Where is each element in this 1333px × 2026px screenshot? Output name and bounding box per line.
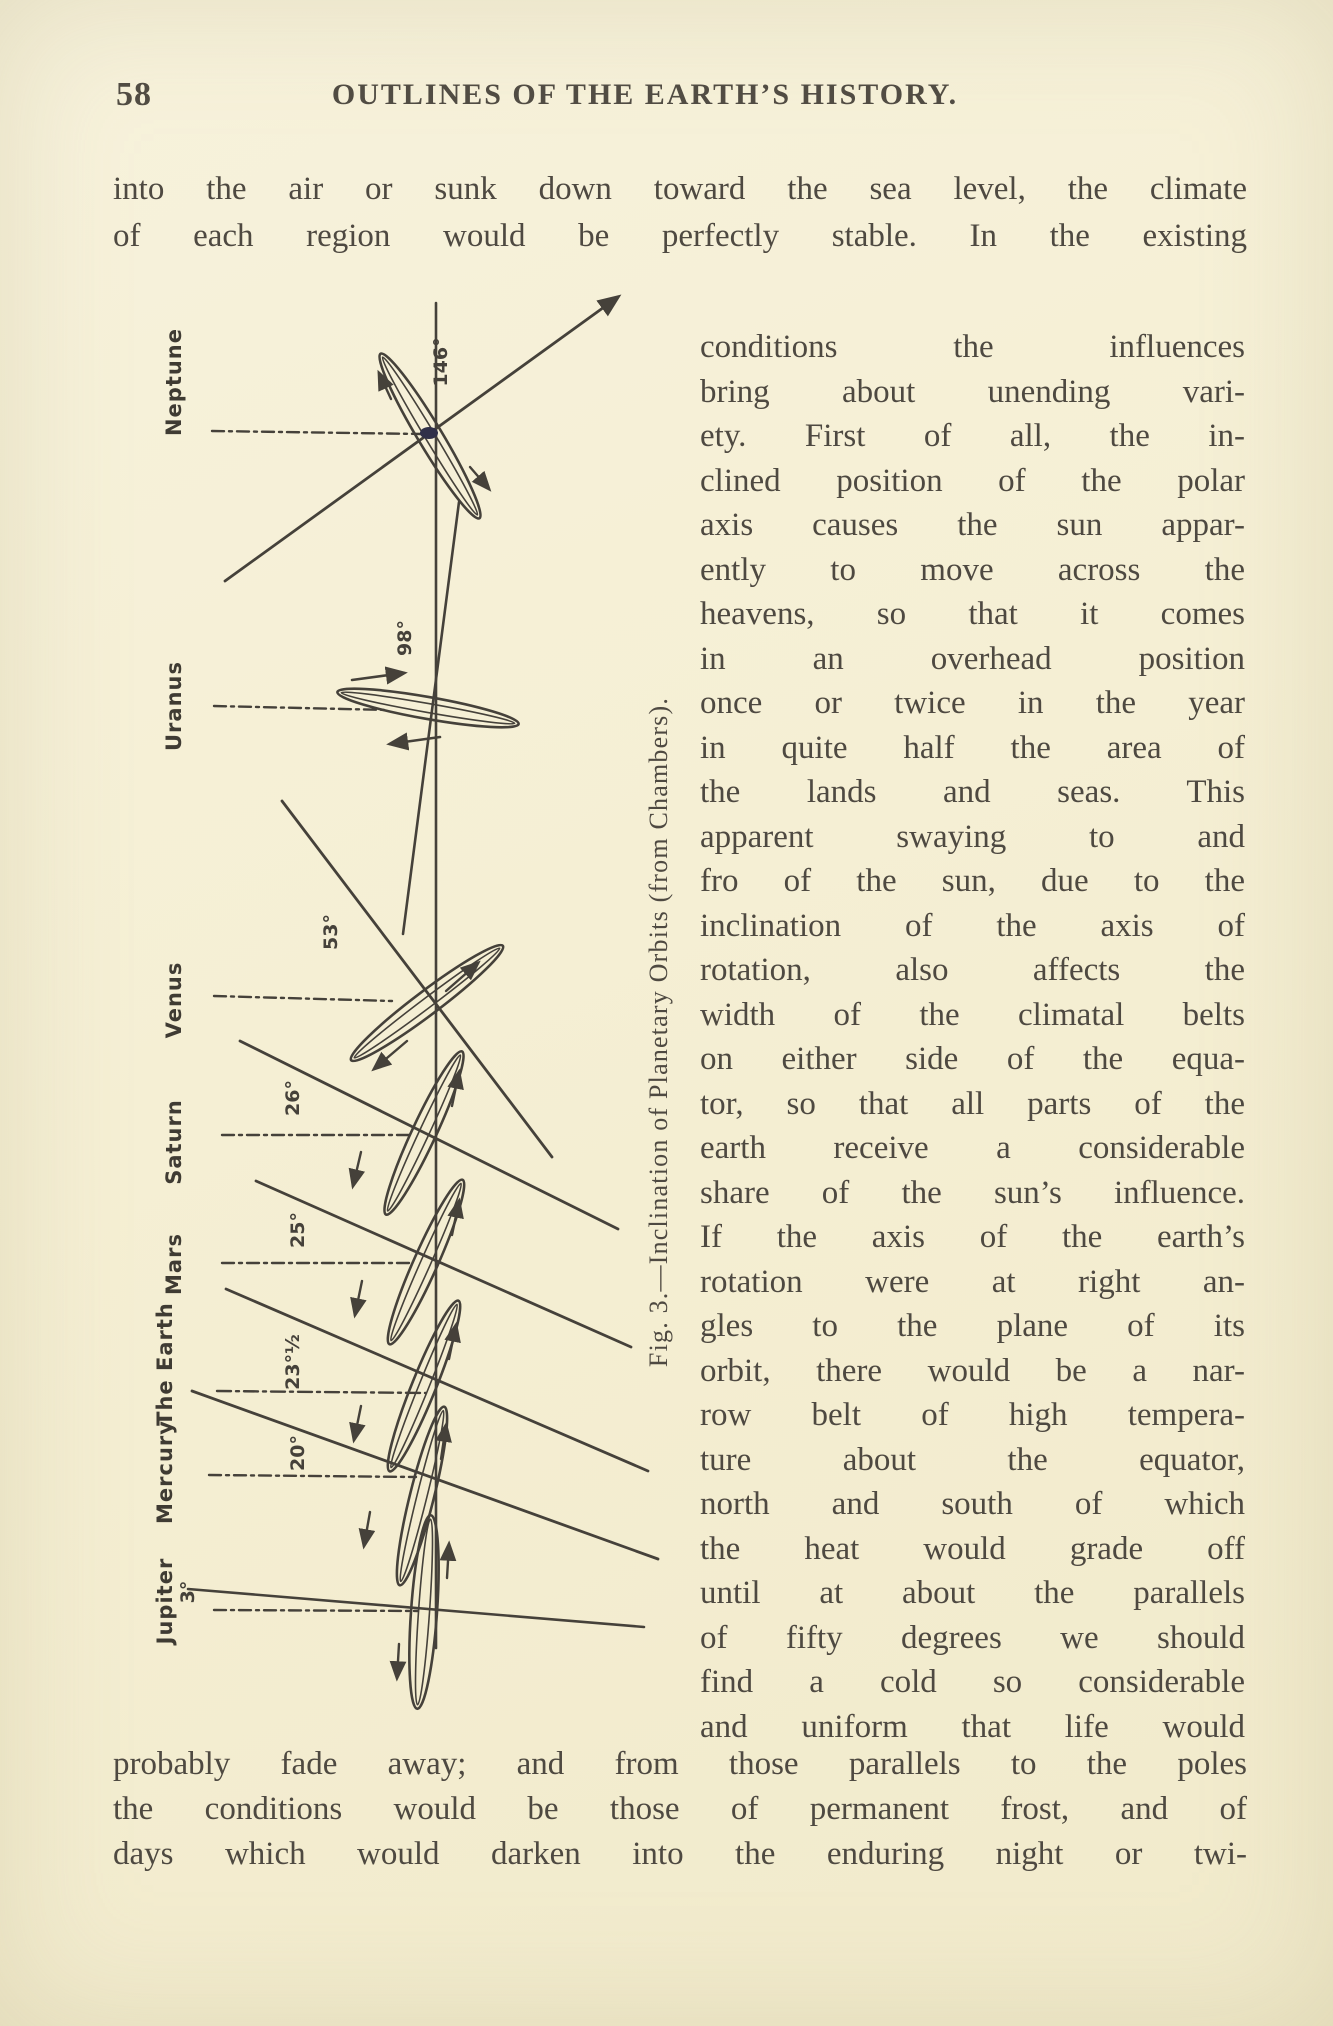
planet-label-mercury: Mercury [153,1420,177,1524]
text-line: north and south of which [700,1486,1245,1522]
planet-label-jupiter: Jupiter [153,1557,177,1645]
planet-label-saturn: Saturn [162,1099,186,1185]
text-line: If the axis of the earth’s [700,1219,1245,1255]
planet-group-neptune [162,297,618,581]
text-line: axis causes the sun appar- [700,507,1245,543]
angle-label-uranus: 98° [394,620,416,656]
text-line: earth receive a considerable [700,1130,1245,1166]
planet-group-venus [162,801,552,1157]
angle-label-saturn: 26° [282,1080,304,1116]
text-line: of fifty degrees we should [700,1619,1245,1656]
planet-group-earth [153,1289,648,1476]
planet-label-earth: The Earth [153,1302,177,1426]
text-line: width of the climatal belts [700,996,1245,1033]
angle-label-venus: 53° [320,914,342,950]
text-line: into the air or sunk down toward the sea level, the climate [113,171,1247,207]
page-number: 58 [116,76,152,113]
inclination-figure [120,280,730,1740]
text-line: fro of the sun, due to the [700,863,1245,899]
ink-blot [420,427,438,439]
text-line: tor, so that all parts of the [700,1085,1245,1122]
text-line: apparent swaying to and [700,818,1245,855]
planet-group-mercury [153,1391,658,1588]
text-line: gles to the plane of its [700,1308,1245,1344]
planet-label-uranus: Uranus [162,661,186,751]
text-line: in quite half the area of [700,729,1245,766]
text-line: conditions the influences [700,329,1245,365]
text-line: until at about the parallels [700,1575,1245,1611]
text-line: orbit, there would be a nar- [700,1352,1245,1389]
angle-label-jupiter: 3° [177,1580,199,1604]
text-line: the lands and seas. This [700,774,1245,810]
planet-group-uranus [162,502,521,934]
text-line: ture about the equator, [700,1441,1245,1478]
running-title: OUTLINES OF THE EARTH’S HISTORY. [331,78,959,111]
text-line: the heat would grade off [700,1530,1245,1567]
planet-label-venus: Venus [162,961,186,1039]
text-line: in an overhead position [700,640,1245,677]
angle-label-mars: 25° [287,1212,309,1248]
text-line: ety. First of all, the in- [700,418,1245,454]
text-line: of each region would be perfectly stable. In the existing [113,218,1247,254]
planet-label-mars: Mars [162,1233,186,1295]
bottom-paragraph [113,1742,1247,1877]
text-line: find a cold so considerable [700,1664,1245,1700]
text-line: ently to move across the [700,551,1245,588]
planet-label-neptune: Neptune [162,327,186,437]
text-line: the conditions would be those of permanent frost, and of [113,1791,1247,1827]
text-line: rotation, also affects the [700,952,1245,988]
text-line: row belt of high tempera- [700,1397,1245,1433]
planet-group-saturn [162,1041,618,1229]
text-line: and uniform that life would [700,1708,1245,1745]
text-line: bring about unending vari- [700,373,1245,410]
right-column-paragraph [700,325,1245,1749]
text-line: rotation were at right an- [700,1263,1245,1300]
planet-group-jupiter [153,1514,644,1709]
planet-group-mars [162,1175,631,1349]
figure-caption: Fig. 3.—Inclination of Planetary Orbits (from Chambers). [644,696,673,1368]
text-line: clined position of the polar [700,462,1245,499]
text-line: probably fade away; and from those parallels to the poles [113,1746,1247,1782]
text-line: inclination of the axis of [700,907,1245,944]
text-line: share of the sun’s influence. [700,1174,1245,1211]
angle-label-mercury: 20° [287,1435,309,1471]
text-line: heavens, so that it comes [700,596,1245,632]
text-line: once or twice in the year [700,685,1245,721]
angle-label-neptune: 146° [430,337,452,387]
text-line: days which would darken into the enduring night or twi- [113,1836,1247,1872]
intro-paragraph [113,166,1247,260]
text-line: on either side of the equa- [700,1041,1245,1077]
angle-label-earth: 23°½ [282,1334,304,1390]
